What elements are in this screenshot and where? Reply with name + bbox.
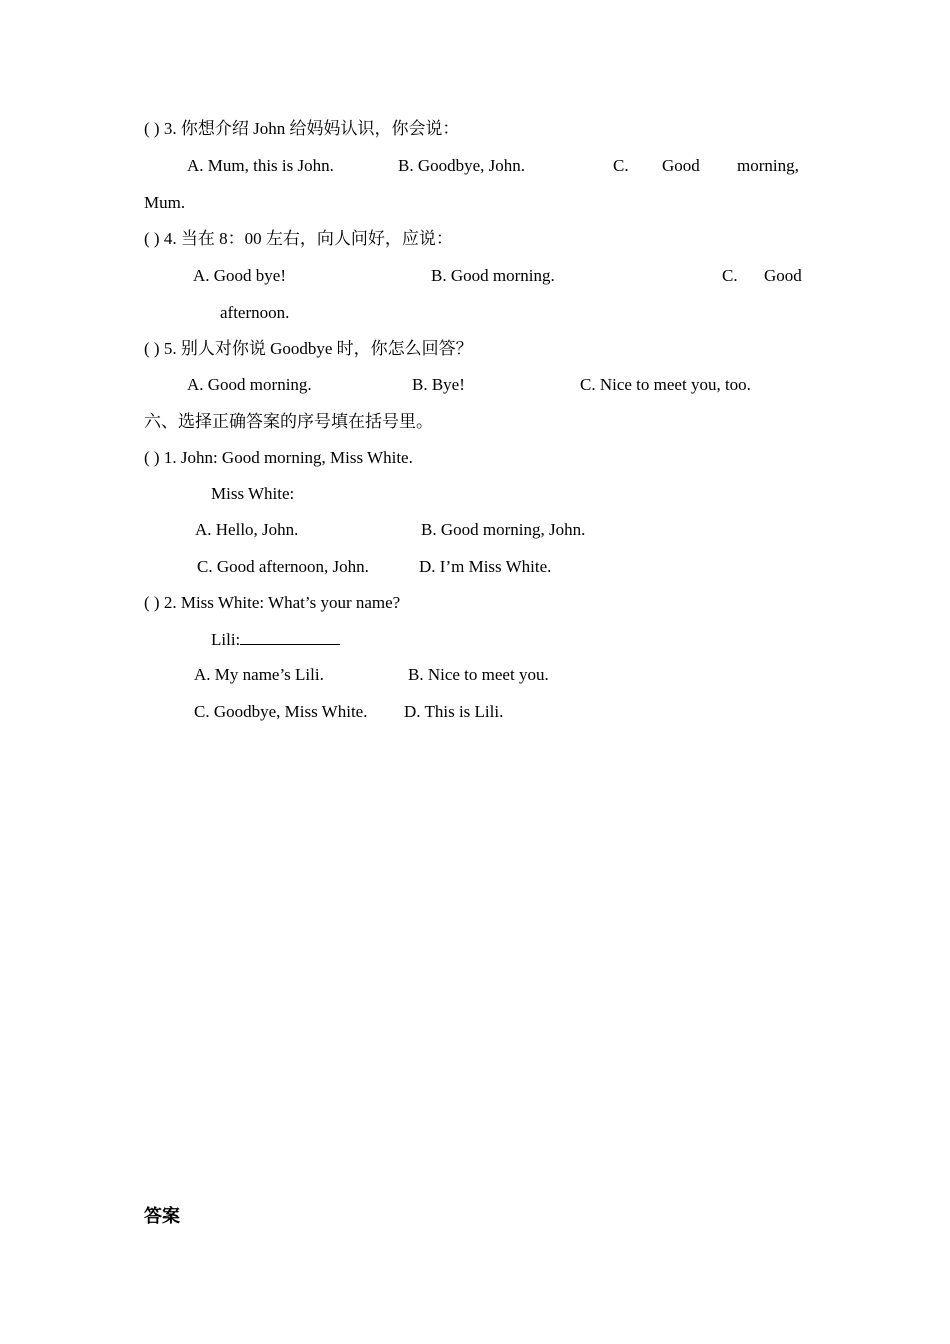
s6-q1-stem: ( ) 1. John: Good morning, Miss White. xyxy=(144,448,413,467)
s6-q2-option-c: C. Goodbye, Miss White. xyxy=(194,702,368,721)
q4-option-b: B. Good morning. xyxy=(431,266,555,285)
q3-option-c-word2: morning, xyxy=(737,156,799,175)
s6-q2-option-d: D. This is Lili. xyxy=(404,702,504,721)
q3-option-a: A. Mum, this is John. xyxy=(187,156,334,175)
q4-option-c-word1: Good xyxy=(764,266,802,285)
q5-option-b: B. Bye! xyxy=(412,375,465,394)
q3-option-c-letter: C. xyxy=(613,156,629,175)
s6-q1-option-c: C. Good afternoon, John. xyxy=(197,557,369,576)
section-6-title: 六、选择正确答案的序号填在括号里。 xyxy=(144,412,433,431)
s6-q2-option-a: A. My name’s Lili. xyxy=(194,665,324,684)
q5-option-a: A. Good morning. xyxy=(187,375,312,394)
answers-heading: 答案 xyxy=(144,1206,180,1226)
q4-option-c-continuation: afternoon. xyxy=(220,303,290,322)
s6-q1-option-d: D. I’m Miss White. xyxy=(419,557,552,576)
q4-option-a: A. Good bye! xyxy=(193,266,287,285)
s6-q1-option-a: A. Hello, John. xyxy=(195,520,299,539)
q3-stem: ( ) 3. 你想介绍 John 给妈妈认识，你会说： xyxy=(144,119,460,138)
s6-q2-option-b: B. Nice to meet you. xyxy=(408,665,549,684)
q3-option-b: B. Goodbye, John. xyxy=(398,156,526,175)
q4-stem: ( ) 4. 当在 8：00 左右，向人问好，应说： xyxy=(144,229,453,248)
s6-q2-response-row xyxy=(211,628,340,651)
answer-blank xyxy=(240,628,340,645)
q5-option-c: C. Nice to meet you, too. xyxy=(580,375,751,394)
s6-q1-option-b: B. Good morning, John. xyxy=(421,520,586,539)
q4-option-c-letter: C. xyxy=(722,266,738,285)
q5-stem: ( ) 5. 别人对你说 Goodbye 时，你怎么回答？ xyxy=(144,339,473,358)
s6-q2-stem: ( ) 2. Miss White: What’s your name? xyxy=(144,593,401,612)
s6-q2-response: Lili: xyxy=(211,630,241,649)
q3-option-c-word1: Good xyxy=(662,156,700,175)
q3-option-c-continuation: Mum. xyxy=(144,193,186,212)
s6-q1-response: Miss White: xyxy=(211,484,295,503)
